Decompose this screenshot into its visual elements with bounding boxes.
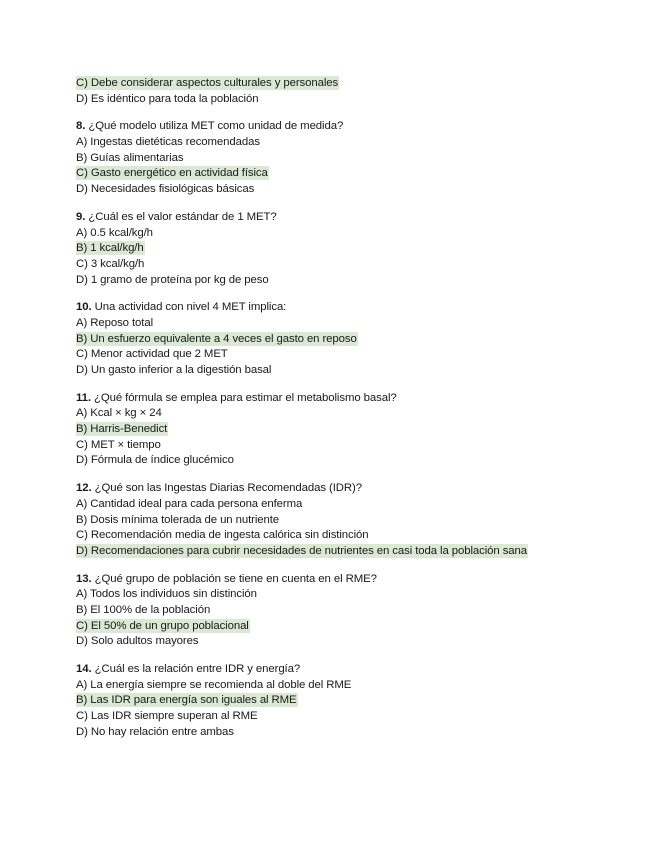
option-line: D) Fórmula de índice glucémico [76,454,234,467]
question-block-12 [76,481,655,559]
question-number: 12. [76,482,92,495]
question-line [76,210,655,226]
question-text: ¿Cuál es el valor estándar de 1 MET? [88,210,277,223]
question-text: ¿Qué grupo de población se tiene en cuenta en el RME? [94,572,377,585]
option-line-correct: C) El 50% de un grupo poblacional [76,619,249,632]
option-line-correct: B) 1 kcal/kg/h [76,242,144,255]
option-line: A) Reposo total [76,316,154,329]
option-line: A) Kcal × kg × 24 [76,407,162,420]
question-block-8 [76,119,655,197]
question-block-14 [76,662,655,740]
option-line: D) Es idéntico para toda la población [76,92,259,105]
option-line: C) 3 kcal/kg/h [76,257,145,270]
option-line: D) Necesidades fisiológicas básicas [76,183,255,196]
question-block-9 [76,210,655,288]
question-line [76,300,655,316]
question-number: 9. [76,210,86,223]
option-line: A) Cantidad ideal para cada persona enferma [76,497,303,510]
question-block-13 [76,572,655,650]
question-number: 11. [76,391,91,404]
question-line [76,662,655,678]
option-line: C) Las IDR siempre superan al RME [76,710,258,723]
option-line-correct: B) Un esfuerzo equivalente a 4 veces el gasto en reposo [76,332,357,345]
question-line [76,572,655,588]
option-line: B) Guías alimentarias [76,151,184,164]
option-line: A) La energía siempre se recomienda al doble del RME [76,678,352,691]
question-7-continuation [76,76,655,107]
question-number: 13. [76,572,92,585]
question-block-11 [76,391,655,469]
option-line: B) El 100% de la población [76,603,211,616]
option-line: A) Todos los individuos sin distinción [76,588,257,601]
option-line: A) Ingestas dietéticas recomendadas [76,136,260,149]
question-text: Una actividad con nivel 4 MET implica: [94,301,287,314]
question-number: 8. [76,120,86,133]
option-line: B) Dosis mínima tolerada de un nutriente [76,513,280,526]
option-line-correct: D) Recomendaciones para cubrir necesidades de nutrientes en casi toda la población sana [76,544,528,557]
option-line-correct: B) Las IDR para energía son iguales al RME [76,694,297,707]
option-line: D) No hay relación entre ambas [76,725,234,738]
option-line: A) 0.5 kcal/kg/h [76,226,153,239]
option-line-correct: C) Debe considerar aspectos culturales y personales [76,77,339,89]
option-line: D) Un gasto inferior a la digestión basal [76,364,272,376]
option-line: D) 1 gramo de proteína por kg de peso [76,273,269,286]
question-line [76,481,655,497]
question-number: 10. [76,301,92,314]
option-line: C) MET × tiempo [76,438,161,451]
question-line [76,119,655,135]
question-number: 14. [76,663,92,675]
option-line-correct: B) Harris-Benedict [76,423,168,436]
option-line: D) Solo adultos mayores [76,635,199,648]
question-block-10 [76,300,655,378]
option-line: C) Recomendación media de ingesta calórica sin distinción [76,529,369,542]
option-line: C) Menor actividad que 2 MET [76,348,228,361]
option-line-correct: C) Gasto energético en actividad física [76,167,268,180]
question-text: ¿Cuál es la relación entre IDR y energía? [94,663,301,675]
question-line [76,391,655,407]
question-text: ¿Qué modelo utiliza MET como unidad de medida? [88,120,344,133]
question-text: ¿Qué son las Ingestas Diarias Recomendadas (IDR)? [94,482,362,495]
question-text: ¿Qué fórmula se emplea para estimar el metabolismo basal? [93,391,397,404]
